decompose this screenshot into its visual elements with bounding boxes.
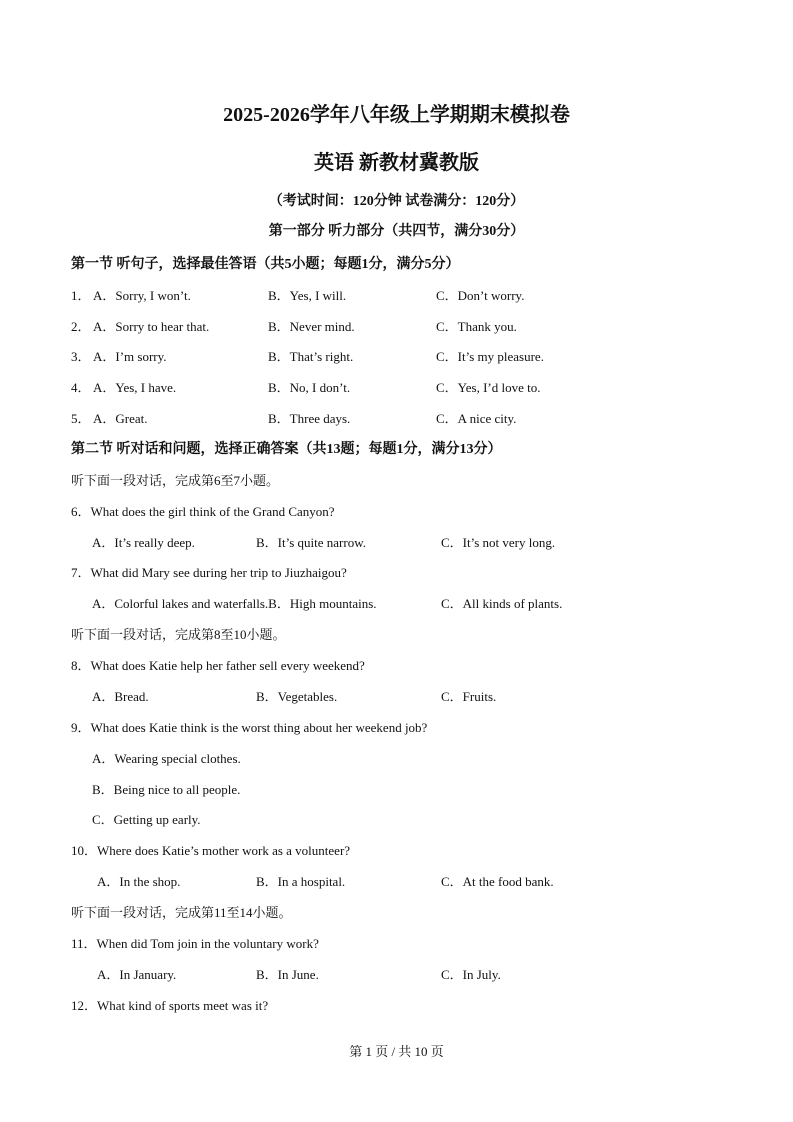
q9-option-c: C．Getting up early. [92, 812, 201, 827]
option-b: B．Three days. [268, 411, 351, 426]
question-11: 11．When did Tom join in the voluntary work? [71, 936, 319, 951]
option-c: C．Yes, I’d love to. [436, 380, 541, 395]
option-b: B．Never mind. [268, 319, 355, 334]
q6-option-b: B．It’s quite narrow. [256, 535, 366, 550]
question-9: 9．What does Katie think is the worst thing about her weekend job? [71, 720, 428, 735]
page-footer: 第 1 页 / 共 10 页 [349, 1044, 444, 1059]
question-10: 10．Where does Katie’s mother work as a volunteer? [71, 843, 351, 858]
q9-option-a: A．Wearing special clothes. [92, 751, 241, 766]
option-c: C．A nice city. [436, 411, 517, 426]
q8-option-b: B．Vegetables. [256, 689, 338, 704]
q8-option-a: A．Bread. [92, 689, 149, 704]
q9-option-b: B．Being nice to all people. [92, 782, 241, 797]
dialogue-intro-2: 听下面一段对话，完成第8至10小题。 [71, 627, 286, 642]
question-number: 3． [71, 349, 91, 364]
section1-heading: 第一节 听句子，选择最佳答语（共5小题；每题1分，满分5分） [71, 257, 460, 272]
option-a: A．Great. [93, 411, 148, 426]
q11-option-a: A．In January. [97, 967, 177, 982]
dialogue-intro-1: 听下面一段对话，完成第6至7小题。 [71, 473, 280, 488]
option-a: A．Sorry, I won’t. [93, 288, 191, 303]
q10-option-a: A．In the shop. [97, 874, 181, 889]
exam-subtitle: 英语 新教材冀教版 [314, 152, 479, 174]
option-b: B．That’s right. [268, 349, 354, 364]
section2-heading: 第二节 听对话和问题，选择正确答案（共13题；每题1分，满分13分） [71, 442, 502, 457]
q7-option-a-b: A．Colorful lakes and waterfalls.B．High mountains. [92, 596, 377, 611]
q8-option-c: C．Fruits. [441, 689, 497, 704]
exam-title: 2025-2026学年八年级上学期期末模拟卷 [223, 104, 570, 126]
q10-option-b: B．In a hospital. [256, 874, 346, 889]
q11-option-c: C．In July. [441, 967, 501, 982]
question-12: 12．What kind of sports meet was it? [71, 998, 269, 1013]
part1-heading: 第一部分 听力部分（共四节，满分30分） [268, 224, 525, 239]
q6-option-a: A．It’s really deep. [92, 535, 195, 550]
question-6: 6．What does the girl think of the Grand Canyon? [71, 504, 335, 519]
option-c: C．Thank you. [436, 319, 517, 334]
option-b: B．No, I don’t. [268, 380, 351, 395]
question-number: 2． [71, 319, 91, 334]
option-c: C．Don’t worry. [436, 288, 525, 303]
question-7: 7．What did Mary see during her trip to Jiuzhaigou? [71, 565, 347, 580]
option-a: A．I’m sorry. [93, 349, 167, 364]
q6-option-c: C．It’s not very long. [441, 535, 556, 550]
question-number: 5． [71, 411, 91, 426]
q11-option-b: B．In June. [256, 967, 319, 982]
option-b: B．Yes, I will. [268, 288, 347, 303]
question-number: 1． [71, 288, 91, 303]
q7-option-c: C．All kinds of plants. [441, 596, 563, 611]
question-8: 8．What does Katie help her father sell every weekend? [71, 658, 365, 673]
question-number: 4． [71, 380, 91, 395]
q10-option-c: C．At the food bank. [441, 874, 554, 889]
exam-info: （考试时间：120分钟 试卷满分：120分） [268, 194, 525, 209]
option-a: A．Sorry to hear that. [93, 319, 210, 334]
option-a: A．Yes, I have. [93, 380, 177, 395]
option-c: C．It’s my pleasure. [436, 349, 544, 364]
dialogue-intro-3: 听下面一段对话，完成第11至14小题。 [71, 905, 292, 920]
